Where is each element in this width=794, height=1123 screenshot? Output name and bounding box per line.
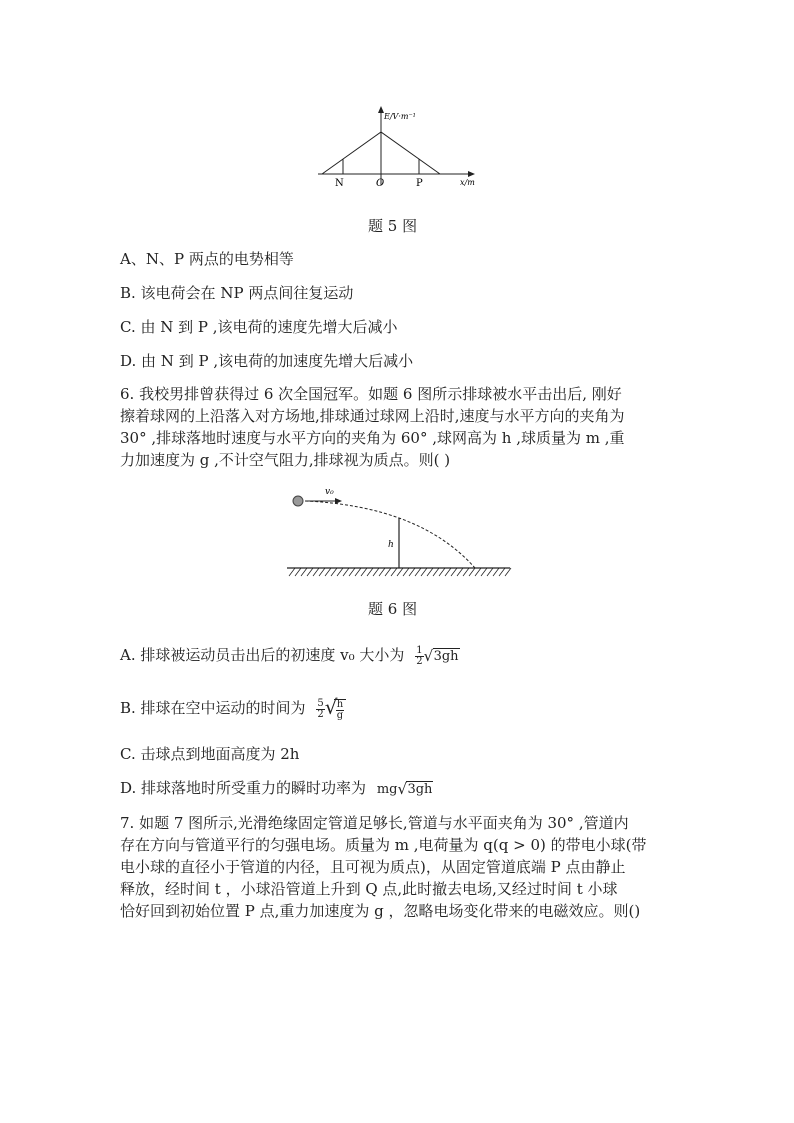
q6-stem-line-1: 6. 我校男排曾获得过 6 次全国冠军。如题 6 图所示排球被水平击出后, 刚好 [120, 385, 622, 403]
x-axis-label: x/m [460, 178, 475, 187]
q6-option-d-sqrt: √ 3gh [397, 780, 433, 798]
q7-stem-line-2: 存在方向与管道平行的匀强电场。质量为 m ,电荷量为 q(q > 0) 的带电小球(带 [120, 836, 647, 854]
q5-option-b: B. 该电荷会在 NP 两点间往复运动 [120, 284, 354, 302]
figure-5-e-x-graph [318, 105, 488, 190]
q6-option-b-coefficient [316, 699, 324, 720]
point-n-label: N [335, 178, 344, 189]
q7-stem-line-1: 7. 如题 7 图所示,光滑绝缘固定管道足够长,管道与水平面夹角为 30° ,管道内 [120, 814, 629, 832]
q6-option-b-text: B. 排球在空中运动的时间为 [120, 699, 306, 717]
q5-option-a: A、N、P 两点的电势相等 [120, 250, 294, 268]
q6-option-d-text: D. 排球落地时所受重力的瞬时功率为 [120, 779, 367, 797]
q6-option-a-fraction [415, 646, 423, 667]
q6-stem-line-4: 力加速度为 g ,不计空气阻力,排球视为质点。则( ) [120, 451, 451, 469]
figure-6-caption: 题 6 图 [368, 600, 418, 618]
q6-option-d-radicand: 3gh [407, 782, 433, 797]
q6-stem-line-2: 擦着球网的上沿落入对方场地,排球通过球网上沿时,速度与水平方向的夹角为 [120, 407, 625, 425]
q7-stem-line-5: 恰好回到初始位置 P 点,重力加速度为 g ，忽略电场变化带来的电磁效应。则() [120, 902, 641, 920]
ground-hatching [289, 568, 511, 576]
q6-option-b-sqrt: √ $\frac{h}{g}$ [325, 697, 346, 721]
q6-option-c: C. 击球点到地面高度为 2h [120, 745, 300, 763]
trajectory-curve [305, 501, 475, 568]
figure-5-caption: 题 5 图 [368, 217, 418, 235]
q6-option-b-sqrt-den: g [336, 710, 344, 721]
figure-6-volleyball-diagram [285, 482, 513, 580]
q6-option-d [120, 777, 433, 801]
q6-option-b-coefficient-num: 5 [317, 697, 324, 709]
q5-option-d: D. 由 N 到 P ,该电荷的加速度先增大后减小 [120, 352, 414, 370]
y-axis-label: E/V·m⁻¹ [384, 112, 416, 121]
q7-stem-line-4: 释放，经时间 t ，小球沿管道上升到 Q 点,此时撤去电场,又经过时间 t 小球 [120, 880, 618, 898]
ball-icon [293, 496, 303, 506]
q6-option-a-radicand: 3gh [433, 649, 459, 664]
q5-option-c: C. 由 N 到 P ,该电荷的速度先增大后减小 [120, 318, 398, 336]
point-p-label: P [416, 178, 423, 189]
q6-option-d-mg: mg [376, 782, 398, 797]
q6-option-a-fraction-den: 2 [416, 655, 423, 667]
q7-stem-line-3: 电小球的直径小于管道的内径，且可视为质点)，从固定管道底端 P 点由静止 [120, 858, 626, 876]
q6-option-b-coefficient-den: 2 [317, 708, 324, 720]
q6-option-a-sqrt: √ 3gh [423, 647, 459, 665]
v0-label: v₀ [325, 487, 334, 497]
x-axis-arrow [468, 171, 475, 177]
q6-option-a-text: A. 排球被运动员击出后的初速度 v₀ 大小为 [120, 646, 405, 664]
origin-label: O [376, 178, 385, 189]
q6-option-a-fraction-num: 1 [416, 644, 423, 656]
q6-option-b-sqrt-num: h [336, 699, 344, 710]
h-label: h [388, 540, 394, 550]
q6-option-b [120, 696, 346, 721]
q6-stem-line-3: 30° ,排球落地时速度与水平方向的夹角为 60° ,球网高为 h ,球质量为 m ,重 [120, 429, 625, 447]
q6-option-a [120, 644, 460, 668]
